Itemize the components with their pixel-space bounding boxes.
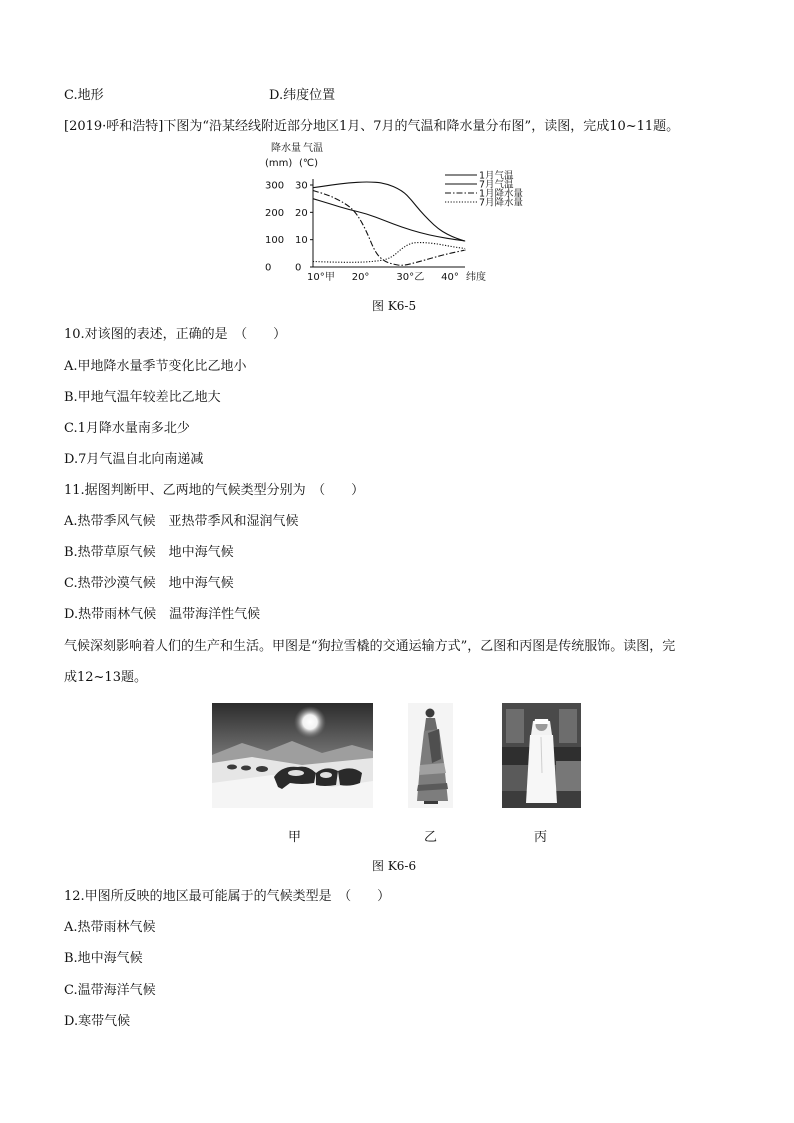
x-tick-label: 20° xyxy=(351,272,370,283)
figure-caption-k6-5: 图 K6-5 xyxy=(372,299,417,313)
x-tick-label: 30° xyxy=(396,272,415,283)
figure-caption-k6-6: 图 K6-6 xyxy=(372,859,417,873)
sun-icon xyxy=(294,706,326,738)
q12-option-b: B.地中海气候 xyxy=(64,951,143,966)
series-line-4 xyxy=(313,243,465,263)
photo-dog-sled xyxy=(212,703,373,808)
y-right-tick-label: 0 xyxy=(295,262,302,274)
q11-option-c: C.热带沙漠气候 地中海气候 xyxy=(64,576,234,591)
legend-label: 7月降水量 xyxy=(479,197,524,209)
q11-stem: 11.据图判断甲、乙两地的气候类型分别为 （ ） xyxy=(64,483,365,498)
series-line-1 xyxy=(313,199,465,241)
q10-stem: 10.对该图的表述，正确的是 （ ） xyxy=(64,327,287,342)
y-left-axis-title: 降水量 xyxy=(271,143,301,154)
photo-label-yi: 乙 xyxy=(424,830,438,845)
photo-man-in-robe xyxy=(502,703,581,808)
q11-option-b: B.热带草原气候 地中海气候 xyxy=(64,545,234,560)
q9-options xyxy=(64,87,336,105)
photo-label-bing: 丙 xyxy=(534,830,548,845)
y-right-axis-unit: (℃) xyxy=(299,158,319,169)
x-tick-label: 乙 xyxy=(414,272,425,283)
q12-option-a: A.热带雨林气候 xyxy=(64,920,156,935)
y-right-tick-label: 10 xyxy=(295,235,308,247)
intro-q10-11: [2019·呼和浩特]下图为“沿某经线附近部分地区1月、7月的气温和降水量分布图”，读图，完成10~11题。 xyxy=(64,119,680,134)
q11-option-d: D.热带雨林气候 温带海洋性气候 xyxy=(64,607,261,622)
x-tick-label: 甲 xyxy=(324,272,335,283)
photo-woman-in-sari xyxy=(408,703,453,808)
q10-option-d: D.7月气温自北向南递减 xyxy=(64,452,204,467)
q12-option-d: D.寒带气候 xyxy=(64,1014,131,1029)
q10-option-c: C.1月降水量南多北少 xyxy=(64,421,190,436)
x-axis-title: 纬度 xyxy=(466,272,486,283)
y-left-tick-label: 0 xyxy=(265,262,272,274)
q11-option-a: A.热带季风气候 亚热带季风和湿润气候 xyxy=(64,514,299,529)
y-left-axis-unit: (mm) xyxy=(265,158,293,169)
climate-line-chart xyxy=(255,140,545,292)
series-line-2 xyxy=(313,182,465,241)
x-tick-label: 40° xyxy=(441,272,459,283)
q10-option-b: B.甲地气温年较差比乙地大 xyxy=(64,390,221,405)
q12-stem: 12.甲图所反映的地区最可能属于的气候类型是 （ ） xyxy=(64,889,391,904)
intro-q12-13-line1: 气候深刻影响着人们的生产和生活。甲图是“狗拉雪橇的交通运输方式”，乙图和丙图是传统服饰。读图，完 xyxy=(64,639,676,654)
q12-option-c: C.温带海洋气候 xyxy=(64,983,156,998)
y-left-tick-label: 200 xyxy=(265,207,285,219)
y-right-tick-label: 30 xyxy=(295,180,308,192)
q10-option-a: A.甲地降水量季节变化比乙地小 xyxy=(64,359,247,374)
y-right-tick-label: 20 xyxy=(295,207,308,219)
y-left-tick-label: 300 xyxy=(265,180,285,192)
legend-label: 1月气温 xyxy=(479,170,514,182)
y-left-tick-label: 100 xyxy=(265,235,285,247)
x-tick-label: 10° xyxy=(307,272,325,283)
photo-label-jia: 甲 xyxy=(288,830,302,845)
intro-q12-13-line2: 成12~13题。 xyxy=(64,670,147,685)
q9-option-c: C.地形 xyxy=(64,88,104,103)
y-right-axis-title: 气温 xyxy=(303,143,323,154)
legend-label: 7月气温 xyxy=(479,179,514,191)
legend-label: 1月降水量 xyxy=(479,188,524,200)
series-line-3 xyxy=(313,191,465,266)
q9-option-d: D.纬度位置 xyxy=(269,88,336,103)
